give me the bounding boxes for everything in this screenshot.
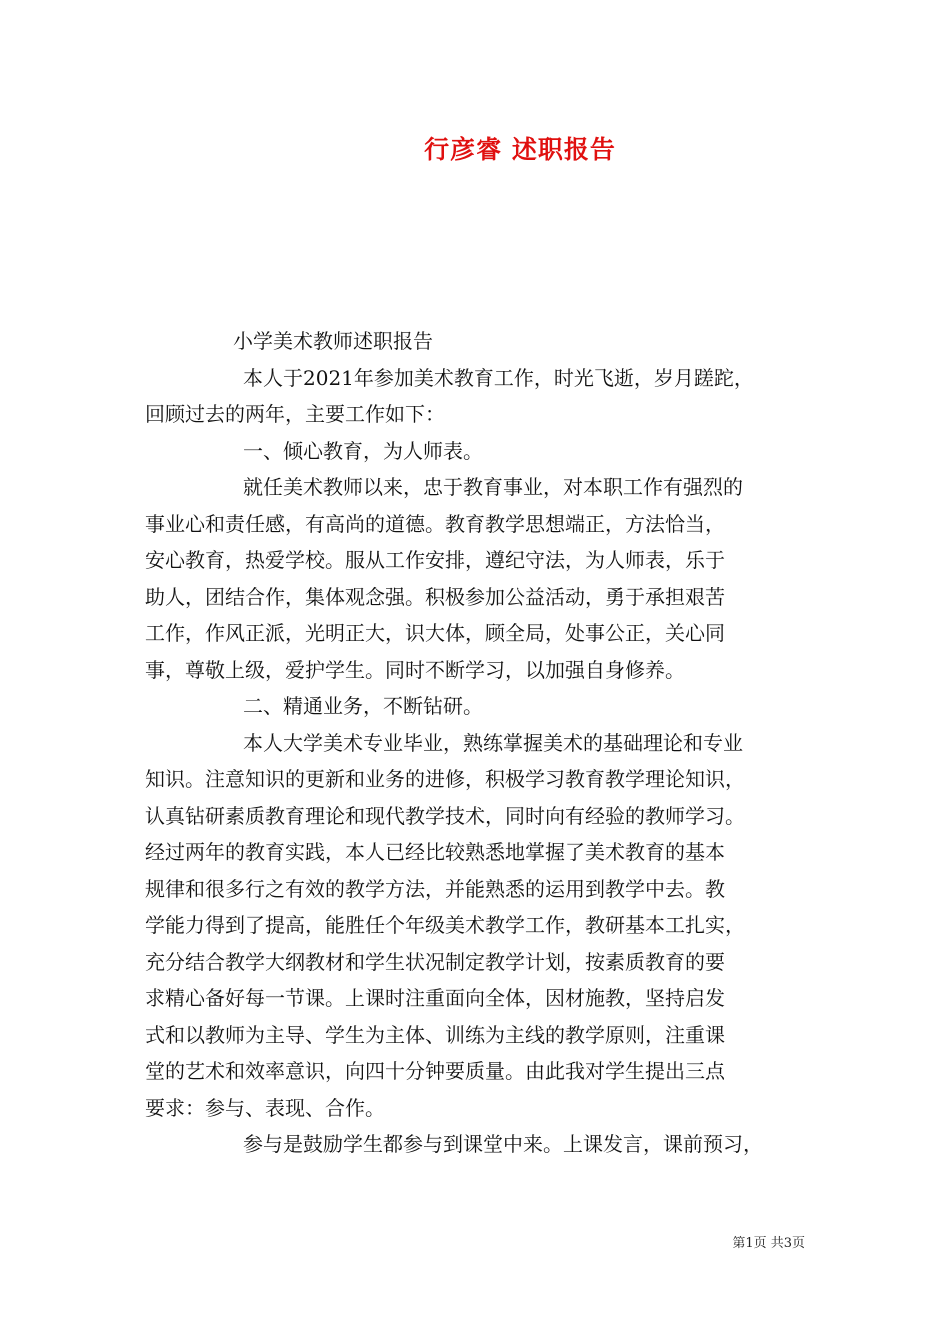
section-heading: 一、倾心教育，为人师表。 bbox=[243, 438, 483, 463]
paragraph-line: 学能力得到了提高，能胜任个年级美术教学工作，教研基本工扎实， bbox=[145, 913, 745, 937]
paragraph-line: 就任美术教师以来，忠于教育事业，对本职工作有强烈的 bbox=[243, 475, 743, 499]
paragraph-line: 规律和很多行之有效的教学方法，并能熟悉的运用到教学中去。教 bbox=[145, 876, 725, 901]
document-title: 行彦睿 述职报告 bbox=[424, 135, 616, 164]
paragraph-line: 式和以教师为主导、学生为主体、训练为主线的教学原则，注重课 bbox=[145, 1022, 725, 1047]
paragraph-line: 要求：参与、表现、合作。 bbox=[145, 1095, 385, 1120]
paragraph-line: 堂的艺术和效率意识，向四十分钟要质量。由此我对学生提出三点 bbox=[145, 1059, 725, 1083]
section-subtitle: 小学美术教师述职报告 bbox=[233, 329, 433, 353]
paragraph-line: 经过两年的教育实践，本人已经比较熟悉地掌握了美术教育的基本 bbox=[145, 840, 725, 864]
paragraph-line: 参与是鼓励学生都参与到课堂中来。上课发言，课前预习， bbox=[243, 1132, 763, 1156]
paragraph-line: 事，尊敬上级，爱护学生。同时不断学习，以加强自身修养。 bbox=[145, 657, 685, 682]
page-number: 第1页 共3页 bbox=[732, 1236, 805, 1251]
paragraph-line: 回顾过去的两年，主要工作如下： bbox=[145, 402, 445, 426]
section-heading: 二、精通业务，不断钻研。 bbox=[243, 694, 483, 718]
paragraph-line: 助人，团结合作，集体观念强。积极参加公益活动，勇于承担艰苦 bbox=[145, 584, 725, 609]
paragraph-line: 事业心和责任感，有高尚的道德。教育教学思想端正，方法恰当， bbox=[145, 511, 725, 536]
paragraph-line: 本人大学美术专业毕业，熟练掌握美术的基础理论和专业 bbox=[243, 730, 743, 755]
paragraph-line: 工作，作风正派，光明正大，识大体，顾全局，处事公正，关心同 bbox=[145, 621, 725, 645]
paragraph-line: 求精心备好每一节课。上课时注重面向全体，因材施教，坚持启发 bbox=[145, 986, 725, 1010]
paragraph-line: 充分结合教学大纲教材和学生状况制定教学计划，按素质教育的要 bbox=[145, 949, 725, 974]
document-body bbox=[145, 323, 810, 1163]
paragraph-line: 知识。注意知识的更新和业务的进修，积极学习教育教学理论知识， bbox=[145, 767, 745, 791]
paragraph-line: 认真钻研素质教育理论和现代教学技术，同时向有经验的教师学习。 bbox=[145, 803, 745, 828]
paragraph-line: 本人于2021年参加美术教育工作，时光飞逝，岁月蹉跎， bbox=[243, 365, 754, 390]
paragraph-line: 安心教育，热爱学校。服从工作安排，遵纪守法，为人师表，乐于 bbox=[145, 548, 725, 572]
